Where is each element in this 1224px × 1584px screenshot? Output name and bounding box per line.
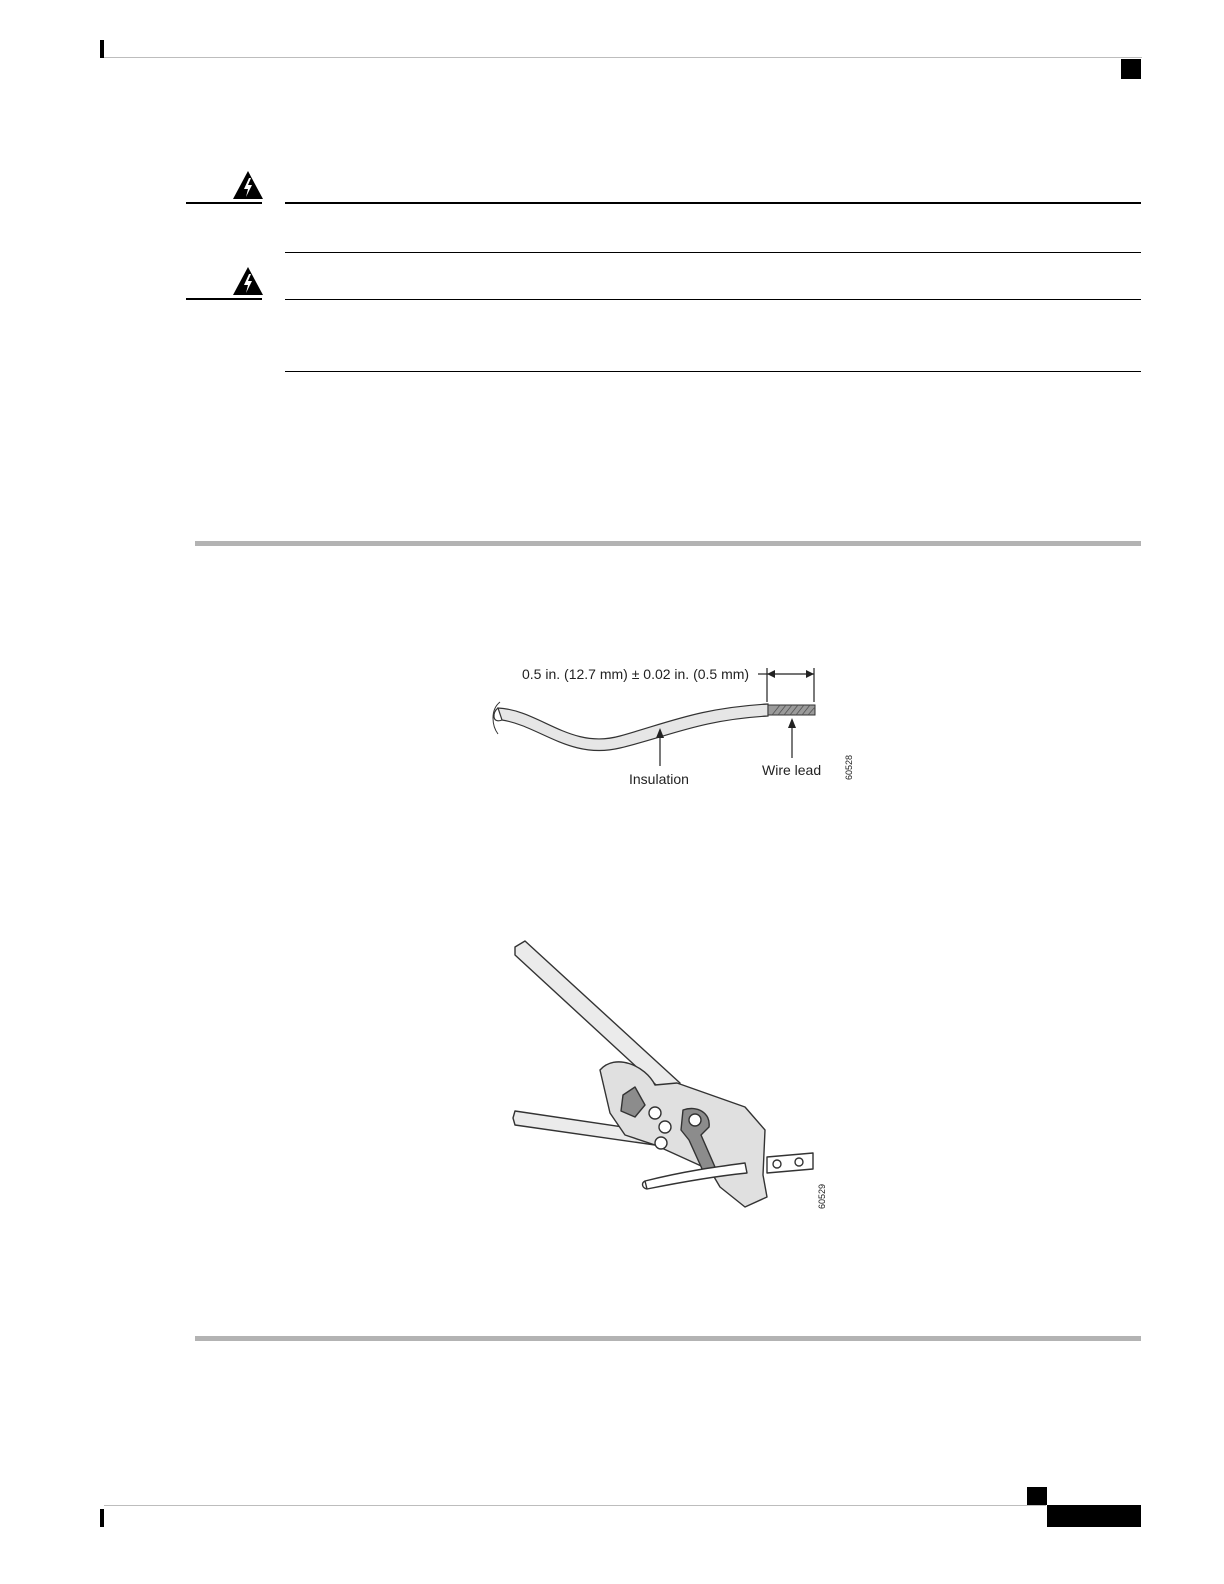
figure-number: 60528 [844, 754, 854, 780]
warning-top-rule [285, 299, 1141, 300]
footer-rule [104, 1505, 1046, 1506]
dimension-label: 0.5 in. (12.7 mm) ± 0.02 in. (0.5 mm) [522, 666, 750, 682]
insulation-label: Insulation [629, 771, 689, 787]
footer-left-tick [100, 1509, 104, 1527]
header-left-tick [100, 40, 104, 58]
header-rule [104, 57, 1142, 58]
warning-icon-rule [186, 298, 262, 300]
warning-bottom-rule [285, 371, 1141, 372]
warning-shock-icon [232, 170, 264, 200]
warning-icon-rule [186, 202, 262, 204]
procedure-start-bar [195, 541, 1141, 546]
warning-shock-icon [232, 266, 264, 296]
procedure-end-bar [195, 1336, 1141, 1341]
warning-block-2 [186, 264, 1142, 376]
figure-stripped-wire [480, 650, 870, 800]
wire-lead-label: Wire lead [762, 762, 822, 778]
header-corner-marker [1121, 59, 1141, 79]
footer-corner-marker [1027, 1487, 1047, 1505]
figure-number: 60529 [817, 1183, 827, 1209]
page-number-tab [1047, 1505, 1141, 1527]
figure-crimping-tool [505, 935, 845, 1215]
warning-top-rule [285, 202, 1141, 204]
warning-bottom-rule [285, 252, 1141, 253]
warning-block-1 [186, 168, 1142, 254]
